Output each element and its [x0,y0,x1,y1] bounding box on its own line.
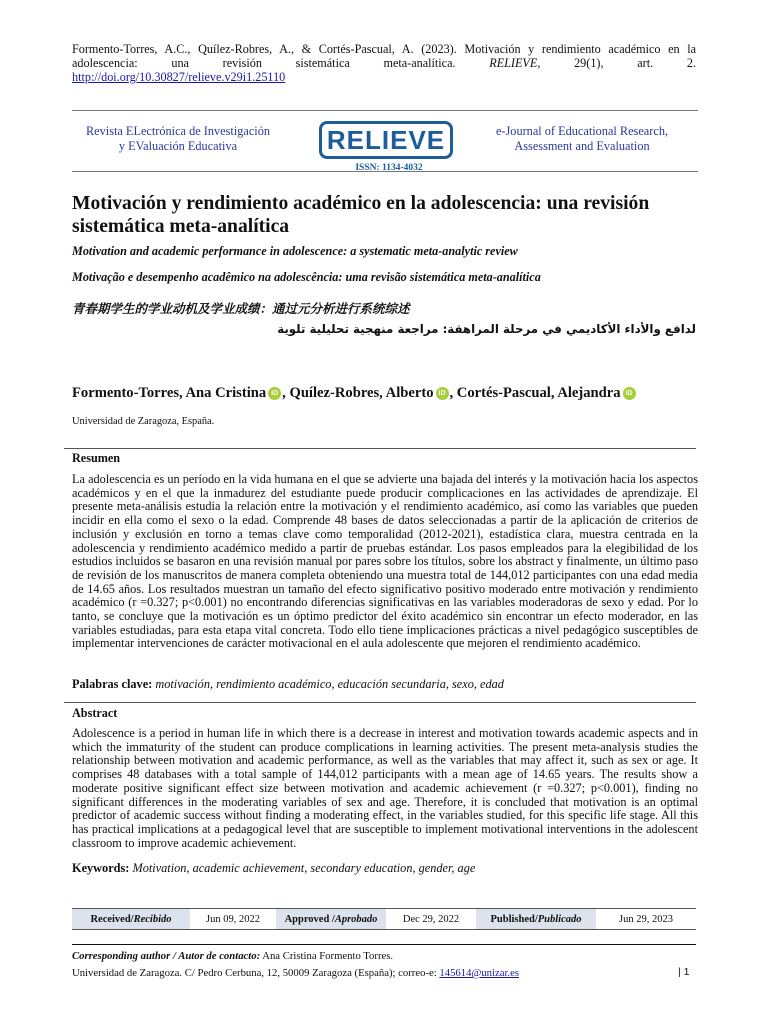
label-en: Published/ [490,913,538,925]
dates-bar [72,908,696,930]
published-label [476,909,596,929]
author-name: , Cortés-Pascual, Alejandra [449,385,621,401]
corresponding-author [72,950,393,962]
citation-volume: 29(1), [574,56,604,70]
citation-word: art. [637,56,654,70]
resumen-heading: Resumen [72,451,121,465]
label-en: Received/ [90,913,134,925]
journal-name-en [466,124,698,153]
author-name: Formento-Torres, Ana Cristina [72,385,267,401]
keywords-text: Motivation, academic achievement, secondary education, gender, age [132,861,476,875]
orcid-icon[interactable]: iD [436,387,449,400]
published-date: Jun 29, 2023 [619,913,673,925]
author-list [72,385,637,402]
page-number: | 1 [678,966,690,978]
paper-title: Motivación y rendimiento académico en la adolescencia: una revisión sistemática meta-analítica [72,193,650,237]
relieve-logo: RELIEVE [319,121,453,159]
footer-divider [72,944,696,945]
journal-name-en-line1: e-Journal of Educational Research, [495,124,669,138]
corresponding-address [72,967,519,979]
label-en: Approved / [284,913,335,925]
citation-word: adolescencia: [72,56,138,70]
citation-line-2 [72,56,696,70]
palabras-clave [72,677,504,692]
citation-journal: RELIEVE, [489,56,541,70]
keywords [72,861,475,876]
journal-name-es-line1: Revista ELectrónica de Investigación [85,124,271,138]
label-es: Publicado [537,913,582,925]
citation-word: meta-analítica. [383,56,456,70]
journal-banner [72,110,698,172]
journal-name-en-line2: Assessment and Evaluation [514,138,650,153]
received-label [72,909,190,929]
journal-name-es [80,124,276,153]
resumen-text: La adolescencia es un período en la vida humana en el que se advierte una bajada del interés y la motivación hacia los aspectos académicos y en el que la inmadurez del estudiante puede producir complicaciones en las actividades de aprendizaje. El presente meta-análisis estudia la relación entre la motivación y el rendimiento académico, así como las variables que pueden incidir en ella como el sexo o la edad. Comprende 48 bases de datos seleccionadas a partir de la aplicación de criterios de inclusión y exclusión en torno a temas clave como temporalidad (2012-2021), estadística clara, muestra centrada en la adolescencia y rendimiento académico medido a partir de pruebas estándar. Los pasos empleados para la elegibilidad de los estudios incluidos se basaron en una revisión manual por pares sobre los títulos, sobre los abstract y finalmente, un último paso de revisión de los manuscritos de manera completa obteniendo una muestra total de 144,012 participantes con una edad media de 14.65 años. Los resultados muestran un tamaño del efecto significativo positivo moderado entre motivación y rendimiento académico (r =0.327; p<0.001) no encontrando diferencias significativas en las variables moderadoras de sexo y edad. Por lo tanto, se concluye que la motivación es un óptimo predictor del éxito académico sin encontrar un efecto moderador, en las variables estudiadas, para esta etapa vital concreta. Todo ello tiene implicaciones prácticas a nivel pedagógico susceptibles de implementar intervenciones de carácter motivacional en el aula adolescente que mejoren el rendimiento académico. [72,472,698,651]
title-chinese: 青春期学生的学业动机及学业成绩：通过元分析进行系统综述 [72,301,410,316]
title-portuguese: Motivação e desempenho acadêmico na adolescência: uma revisão sistemática meta-analítica [72,270,541,284]
received-date: Jun 09, 2022 [206,913,260,925]
journal-name-es-line2: y EValuación Educativa [118,138,238,153]
citation-line-1: Formento-Torres, A.C., Quílez-Robres, A., & Cortés-Pascual, A. (2023). Motivación y rendimiento académico en la [72,42,696,56]
citation-word: sistemática [295,56,350,70]
citation-word: revisión [222,56,262,70]
keywords-text: motivación, rendimiento académico, educación secundaria, sexo, edad [155,677,504,691]
approved-label [276,909,386,929]
citation-word: 2. [686,56,696,70]
address-text: Universidad de Zaragoza. C/ Pedro Cerbuna, 12, 50009 Zaragoza (España); correo-e: [72,967,437,979]
doi-link[interactable]: http://doi.org/10.30827/relieve.v29i1.25110 [72,70,286,84]
corresponding-name: Ana Cristina Formento Torres. [262,950,394,962]
title-arabic: لدافع والأداء الأكاديمي في مرحلة المراهقة: مراجعة منهجية تحليلية تلوية [277,322,696,336]
citation [72,42,696,84]
email-link[interactable]: 145614@unizar.es [439,967,519,979]
orcid-icon[interactable]: iD [268,387,281,400]
issn: ISSN: 1134-4032 [355,163,423,173]
corresponding-label: Corresponding author / Autor de contacto: [72,950,261,962]
citation-word: una [171,56,189,70]
title-english: Motivation and academic performance in adolescence: a systematic meta-analytic review [72,244,518,258]
abstract-heading: Abstract [72,706,118,720]
label-es: Aprobado [334,913,378,925]
label-es: Recibido [133,913,172,925]
keywords-label: Keywords: [72,861,130,875]
author-name: , Quílez-Robres, Alberto [282,385,434,401]
divider [64,702,696,703]
page-number-value: 1 [683,966,690,978]
divider [64,448,696,449]
keywords-label: Palabras clave: [72,677,153,691]
orcid-icon[interactable]: iD [623,387,636,400]
approved-date: Dec 29, 2022 [402,913,460,925]
affiliation: Universidad de Zaragoza, España. [72,416,215,427]
abstract-text: Adolescence is a period in human life in which there is a decrease in interest and motivation towards academic aspects and in which the immaturity of the student can produce complications in learning activities. The present meta-analysis studies the relationship between motivation and academic performance, as well as the variables that may affect it, such as sex or age. It comprises 48 databases with a total sample of 144,012 participants with a mean age of 14.65 years. The results show a moderate positive significant effect size between motivation and academic achievement (r =0.327; p<0.001), finding no significant differences in the moderating variables of sex and age. Therefore, it is concluded that motivation is an optimal predictor of academic success without finding a moderating effect, in the variables studied, for this specific life stage. All this has practical implications at a pedagogical level that are susceptible to implement motivational interventions in the adolescent classroom to improve academic achievement. [72,726,698,850]
